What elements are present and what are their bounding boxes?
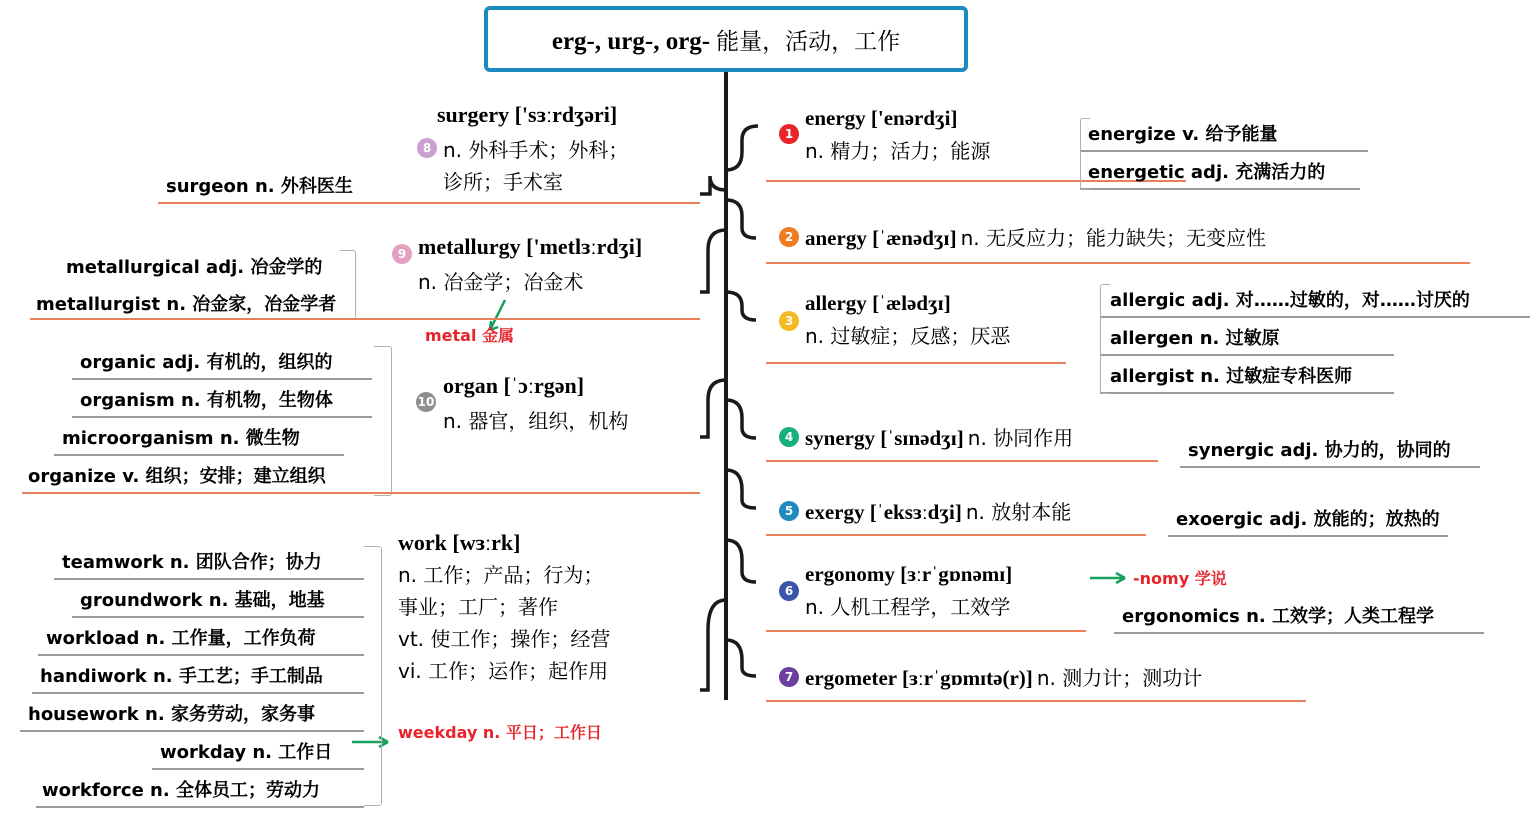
deriv-organism[interactable]: organism n. 有机物，生物体 bbox=[80, 390, 333, 411]
deriv-workload[interactable]: workload n. 工作量，工作负荷 bbox=[46, 628, 316, 649]
badge-8: 8 bbox=[417, 138, 437, 158]
rule-organism bbox=[72, 416, 372, 418]
entry-work-def-line3: vt. 使工作；操作；经营 bbox=[398, 627, 611, 651]
badge-9: 9 bbox=[392, 244, 412, 264]
deriv-workday[interactable]: workday n. 工作日 bbox=[160, 742, 333, 763]
badge-7: 7 bbox=[779, 667, 799, 687]
entry-metallurgy-def: n. 冶金学；冶金术 bbox=[418, 270, 584, 294]
entry-surgery-def-line1: n. 外科手术；外科； bbox=[443, 138, 629, 162]
entry-synergy-definition: n. 协同作用 bbox=[967, 426, 1074, 450]
entry-ergometer-headword: ergometer [ɜːrˈgɒmɪtə(r)] bbox=[805, 666, 1033, 690]
rule-allergist bbox=[1100, 392, 1394, 394]
entry-work-headword: work [wɜːrk] bbox=[398, 530, 521, 555]
rule-ergonomics bbox=[1114, 632, 1484, 634]
entry-organ-def: n. 器官，组织，机构 bbox=[443, 409, 629, 433]
entry-anergy-definition: n. 无反应力；能力缺失；无变应性 bbox=[960, 226, 1266, 250]
entry-surgery[interactable] bbox=[437, 102, 617, 128]
entry-work[interactable] bbox=[398, 530, 610, 684]
deriv-allergen[interactable]: allergen n. 过敏原 bbox=[1110, 328, 1280, 349]
bracket-metallurgy bbox=[340, 250, 356, 320]
note-weekday: weekday n. 平日；工作日 bbox=[398, 723, 602, 742]
deriv-ergonomics[interactable]: ergonomics n. 工效学；人类工程学 bbox=[1122, 606, 1435, 627]
deriv-allergist[interactable]: allergist n. 过敏症专科医师 bbox=[1110, 366, 1353, 387]
deriv-housework[interactable]: housework n. 家务劳动，家务事 bbox=[28, 704, 315, 725]
entry-exergy[interactable] bbox=[805, 496, 1071, 525]
rule-groundwork bbox=[72, 616, 364, 618]
rule-anergy bbox=[766, 262, 1470, 264]
entry-work-def-line2: 事业；工厂；著作 bbox=[398, 595, 558, 619]
entry-energy[interactable] bbox=[805, 106, 990, 164]
deriv-teamwork[interactable]: teamwork n. 团队合作；协力 bbox=[62, 552, 322, 573]
bracket-energy bbox=[1080, 118, 1090, 190]
badge-3: 3 bbox=[779, 311, 799, 331]
entry-surgery-def-line2: 诊所；手术室 bbox=[443, 170, 563, 194]
entry-metallurgy-headword: metallurgy ['metlɜːrdʒi] bbox=[418, 234, 643, 259]
rule-workday bbox=[152, 768, 364, 770]
rule-ergonomy bbox=[766, 630, 1086, 632]
rule-synergic bbox=[1180, 466, 1480, 468]
deriv-synergic[interactable]: synergic adj. 协力的，协同的 bbox=[1188, 440, 1451, 461]
rule-microorganism bbox=[54, 454, 344, 456]
entry-ergonomy[interactable] bbox=[805, 562, 1012, 620]
entry-exergy-headword: exergy [ˈeksɜːdʒi] bbox=[805, 500, 962, 524]
entry-anergy[interactable] bbox=[805, 222, 1266, 251]
entry-metallurgy[interactable] bbox=[418, 234, 642, 260]
rule-allergic bbox=[1100, 316, 1530, 318]
deriv-groundwork[interactable]: groundwork n. 基础，地基 bbox=[80, 590, 325, 611]
rule-workforce bbox=[36, 806, 364, 808]
rule-ergometer bbox=[766, 700, 1306, 702]
rule-surgery bbox=[158, 202, 700, 204]
entry-ergometer-definition: n. 测力计；测功计 bbox=[1036, 666, 1203, 690]
rule-teamwork bbox=[54, 578, 364, 580]
badge-4: 4 bbox=[779, 427, 799, 447]
root-latin: erg-, urg-, org- bbox=[551, 27, 711, 55]
entry-exergy-definition: n. 放射本能 bbox=[965, 500, 1072, 524]
entry-allergy-headword: allergy [ˈælədʒɪ] bbox=[805, 291, 951, 315]
rule-housework bbox=[20, 730, 364, 732]
deriv-workforce[interactable]: workforce n. 全体员工；劳动力 bbox=[42, 780, 320, 801]
deriv-allergic[interactable]: allergic adj. 对……过敏的，对……讨厌的 bbox=[1110, 290, 1470, 311]
deriv-exoergic[interactable]: exoergic adj. 放能的；放热的 bbox=[1176, 509, 1440, 530]
entry-organ-headword: organ [ˈɔːrgən] bbox=[443, 373, 585, 398]
bracket-organ bbox=[374, 346, 392, 496]
deriv-metallurgical[interactable]: metallurgical adj. 冶金学的 bbox=[66, 257, 323, 278]
badge-1: 1 bbox=[779, 124, 799, 144]
entry-ergometer[interactable] bbox=[805, 662, 1202, 691]
rule-energetic bbox=[1080, 188, 1360, 190]
entry-allergy[interactable] bbox=[805, 291, 1010, 349]
entry-allergy-definition: n. 过敏症；反感；厌恶 bbox=[805, 324, 1011, 348]
note-nomy: -nomy 学说 bbox=[1133, 569, 1227, 588]
deriv-microorganism[interactable]: microorganism n. 微生物 bbox=[62, 428, 300, 449]
rule-organ bbox=[22, 492, 700, 494]
rule-synergy bbox=[766, 460, 1158, 462]
badge-10: 10 bbox=[416, 392, 436, 412]
entry-ergonomy-headword: ergonomy [ɜːrˈgɒnəmɪ] bbox=[805, 562, 1013, 586]
deriv-surgeon[interactable]: surgeon n. 外科医生 bbox=[166, 176, 353, 197]
rule-organic bbox=[72, 378, 372, 380]
entry-synergy[interactable] bbox=[805, 422, 1073, 451]
entry-surgery-headword: surgery ['sɜːrdʒəri] bbox=[437, 102, 618, 127]
rule-workload bbox=[38, 654, 364, 656]
entry-energy-headword: energy ['enərdʒi] bbox=[805, 106, 958, 130]
badge-5: 5 bbox=[779, 501, 799, 521]
rule-metallurgy bbox=[30, 318, 700, 320]
deriv-organic[interactable]: organic adj. 有机的，组织的 bbox=[80, 352, 333, 373]
rule-handiwork bbox=[32, 692, 364, 694]
rule-exergy bbox=[766, 534, 1146, 536]
deriv-energize[interactable]: energize v. 给予能量 bbox=[1088, 124, 1278, 145]
entry-work-def-line4: vi. 工作；运作；起作用 bbox=[398, 659, 609, 683]
rule-energize bbox=[1080, 150, 1368, 152]
badge-2: 2 bbox=[779, 227, 799, 247]
bracket-work bbox=[364, 546, 382, 806]
root-node bbox=[484, 6, 968, 72]
root-label bbox=[552, 23, 900, 56]
bracket-allergy bbox=[1100, 284, 1110, 394]
root-cjk: 能量，活动，工作 bbox=[716, 28, 901, 55]
note-metal: metal 金属 bbox=[425, 326, 515, 345]
badge-6: 6 bbox=[779, 581, 799, 601]
rule-allergy bbox=[766, 362, 1066, 364]
entry-work-def-line1: n. 工作；产品；行为； bbox=[398, 563, 604, 587]
deriv-metallurgist[interactable]: metallurgist n. 冶金家，冶金学者 bbox=[36, 294, 337, 315]
deriv-handiwork[interactable]: handiwork n. 手工艺；手工制品 bbox=[40, 666, 323, 687]
deriv-organize[interactable]: organize v. 组织；安排；建立组织 bbox=[28, 466, 326, 487]
entry-ergonomy-definition: n. 人机工程学，工效学 bbox=[805, 595, 1011, 619]
deriv-energetic[interactable]: energetic adj. 充满活力的 bbox=[1088, 162, 1326, 183]
entry-energy-definition: n. 精力；活力；能源 bbox=[805, 139, 991, 163]
rule-allergen bbox=[1100, 354, 1394, 356]
rule-exoergic bbox=[1168, 535, 1448, 537]
entry-synergy-headword: synergy [ˈsɪnədʒɪ] bbox=[805, 426, 964, 450]
entry-organ[interactable] bbox=[443, 373, 584, 399]
entry-anergy-headword: anergy [ˈænədʒɪ] bbox=[805, 226, 957, 250]
